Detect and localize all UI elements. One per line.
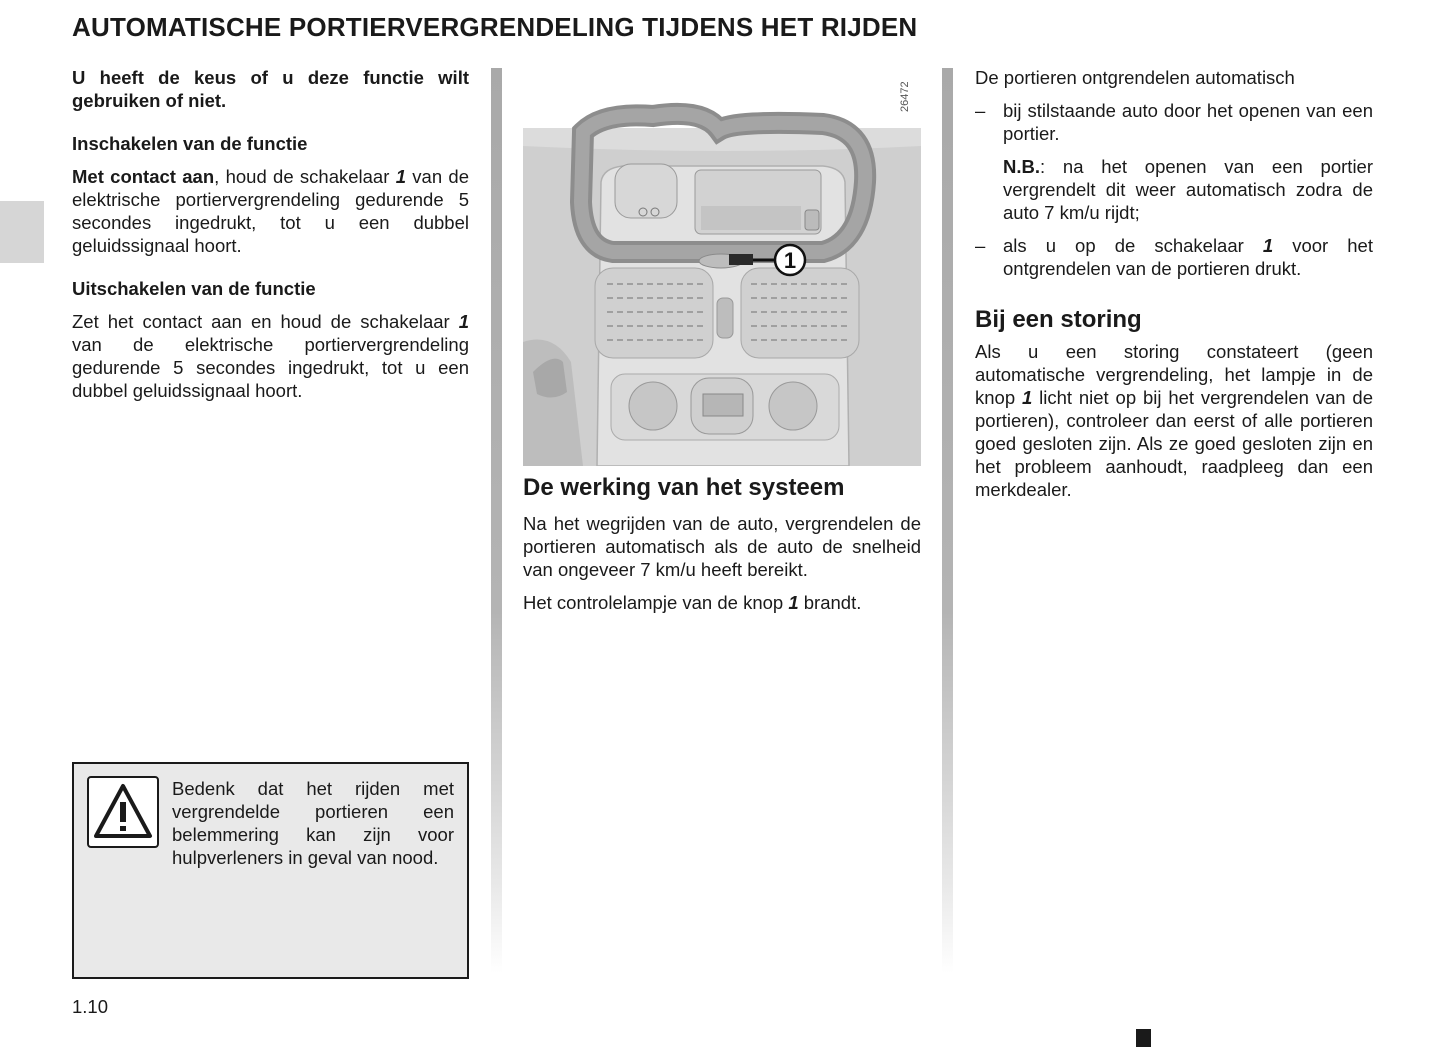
disable-text — [72, 310, 469, 402]
section-tab — [0, 201, 44, 263]
end-marker — [1136, 1029, 1151, 1047]
list-item — [975, 234, 1373, 280]
fault-heading: Bij een storing — [975, 306, 1142, 333]
disable-text-b: van de elektrische portiervergrendeling gedurende 5 secondes ingedrukt, tot u een dubbel geluidssignaal hoort. — [72, 334, 469, 401]
system-para-2-a: Het controlelampje van de knop — [523, 592, 789, 613]
enable-heading: Inschakelen van de functie — [72, 133, 308, 154]
fault-b: licht niet op bij het vergrendelen van de portieren), controleer dan eerst of alle portieren goed gesloten zijn. Als ze goed gesloten zijn en het probleem aanhoudt, raadpleeg dan een merkdealer. — [975, 387, 1373, 500]
item2-a: als u op de schakelaar — [1003, 235, 1263, 256]
intro-text: U heeft de keus of u deze functie wilt gebruiken of niet. — [72, 67, 469, 111]
list-item — [975, 99, 1373, 145]
fault-text — [975, 340, 1373, 501]
switch-ref: 1 — [458, 311, 469, 332]
unlock-list-2 — [975, 234, 1373, 280]
item2-b: voor het ontgrendelen van de portieren drukt. — [1003, 235, 1373, 279]
system-heading: De werking van het systeem — [523, 474, 845, 501]
enable-text-a: , houd de schakelaar — [214, 166, 396, 187]
enable-text — [72, 165, 469, 257]
enable-text-b: van de elektrische portiervergrendeling gedurende 5 secondes ingedrukt, tot u een dubbel geluidssignaal hoort. — [72, 166, 469, 256]
column-divider — [491, 68, 502, 973]
dashboard-drawing — [523, 72, 921, 466]
nb-label: N.B. — [1003, 156, 1040, 177]
warning-text: Bedenk dat het rijden met vergrendelde portieren een belemmering kan zijn voor hulpverleners in geval van nood. — [172, 778, 454, 868]
enable-lead: Met contact aan — [72, 166, 215, 187]
system-para-1: Na het wegrijden van de auto, vergrendelen de portieren automatisch als de auto de snelheid van ongeveer 7 km/u heeft bereikt. — [523, 513, 921, 580]
column-right — [975, 66, 1373, 501]
disable-heading: Uitschakelen van de functie — [72, 278, 316, 299]
list-item-text — [1003, 234, 1373, 280]
switch-ref: 1 — [395, 166, 406, 187]
callout-label: 1 — [783, 248, 797, 273]
system-para-2 — [523, 591, 921, 614]
page-title: AUTOMATISCHE PORTIERVERGRENDELING TIJDENS HET RIJDEN — [72, 12, 918, 42]
unlock-list — [975, 99, 1373, 145]
column-divider — [942, 68, 953, 973]
warning-box — [72, 762, 469, 979]
switch-ref: 1 — [1262, 235, 1274, 256]
switch-ref: 1 — [788, 592, 799, 613]
page-number: 1.10 — [72, 996, 109, 1017]
fault-a: Als u een storing constateert (geen automatische vergrendeling, het lampje in de knop — [975, 341, 1373, 408]
list-item-text: bij stilstaande auto door het openen van een portier. — [1003, 100, 1373, 144]
unlock-intro: De portieren ontgrendelen automatisch — [975, 67, 1295, 88]
warning-triangle-icon — [87, 776, 159, 848]
system-para-2-b: brandt. — [798, 592, 862, 613]
nb-note — [975, 155, 1373, 224]
column-middle — [523, 474, 921, 614]
column-left — [72, 66, 469, 402]
dash-bullet: – — [975, 100, 986, 121]
dashboard-illustration — [523, 72, 921, 466]
dash-bullet: – — [975, 235, 986, 256]
disable-text-a: Zet het contact aan en houd de schakelaar — [72, 311, 459, 332]
figure-id: 26472 — [899, 81, 911, 112]
switch-ref: 1 — [1021, 387, 1033, 408]
nb-text: : na het openen van een portier vergrendelt dit weer automatisch zodra de auto 7 km/u rijdt; — [1003, 156, 1373, 223]
